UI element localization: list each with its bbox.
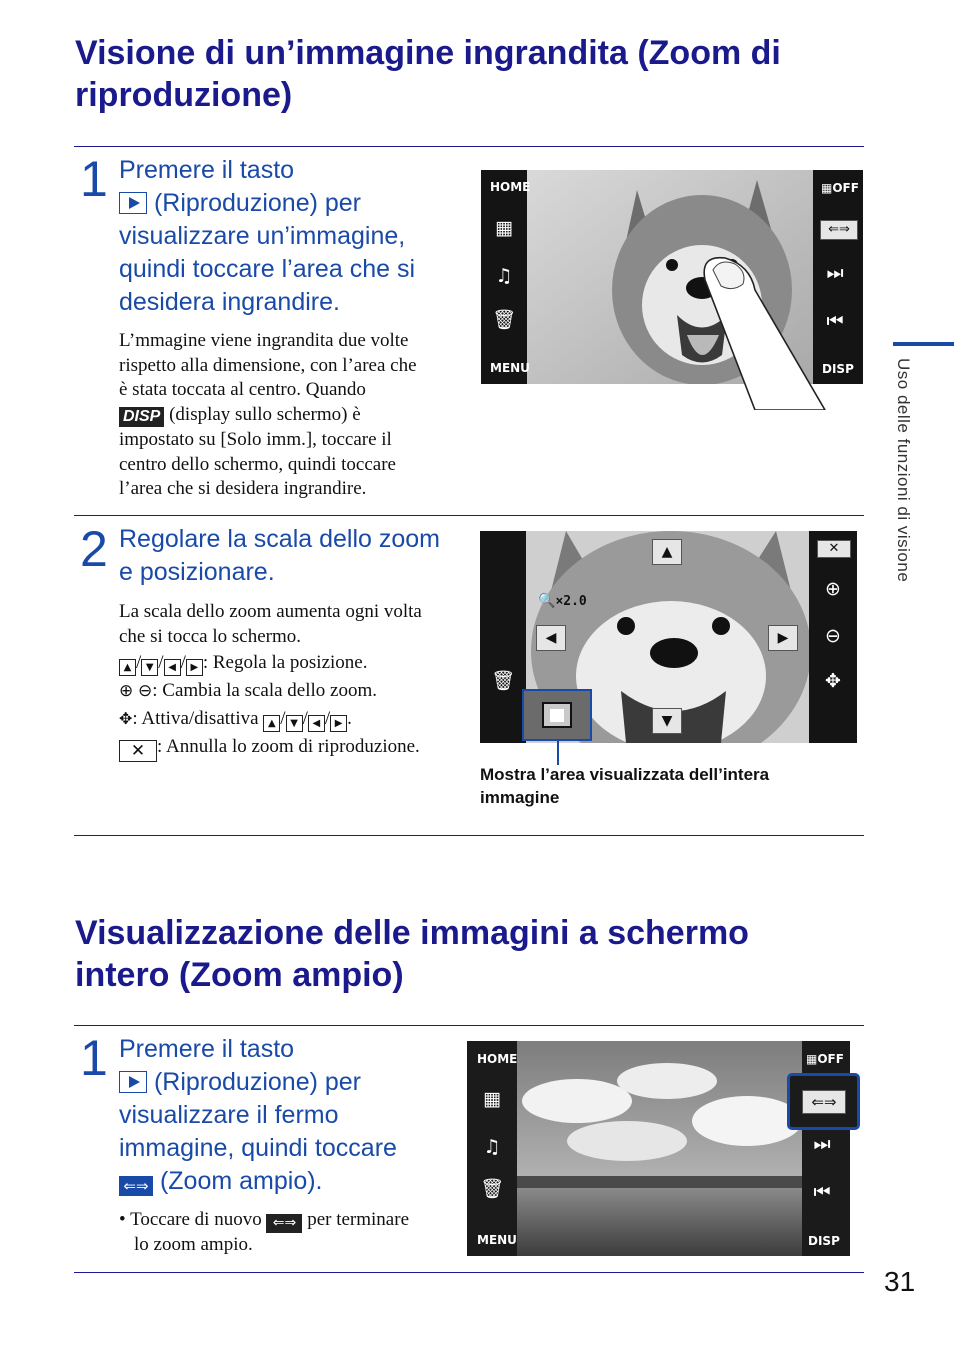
rule <box>74 835 864 836</box>
step2-title: Regolare la scala dello zoom e posizionare. <box>119 525 441 586</box>
camera-screen-zoom <box>480 531 857 743</box>
right-icon: ▶ <box>186 659 203 676</box>
section1-title <box>75 32 781 116</box>
close-icon: ✕ <box>119 740 157 762</box>
slideshow-music-icon[interactable]: ♫ <box>483 1136 501 1158</box>
wide-step1-title: Premere il tasto (Riproduzione) per visualizzare il fermo immagine, quindi toccare ⇐⇒ (Zoom ampio). <box>119 1035 397 1195</box>
overview-frame <box>542 702 572 728</box>
finger-illustration <box>695 250 835 410</box>
step1-body: L’mmagine viene ingrandita due volte rispetto alla dimensione, con l’area che è stata toccata al centro. Quando DISP (display sullo schermo) è impostato su [Solo imm.], toccare il centro dello schermo, quindi toccare l’area che si desidera ingrandire. <box>119 330 417 500</box>
landscape-svg <box>517 1041 802 1256</box>
wide-zoom-icon: ⇐⇒ <box>266 1214 302 1233</box>
rule <box>74 515 864 516</box>
section1-title-line2: riproduzione) <box>75 76 293 114</box>
pan-right-button[interactable]: ▶ <box>768 625 798 651</box>
move-toggle-icon[interactable]: ✥ <box>825 670 841 692</box>
trash-icon[interactable]: 🗑 <box>491 309 517 331</box>
zoom-out-icon: ⊖ <box>138 680 153 701</box>
wide-step1-body: • Toccare di nuovo ⇐⇒ per terminare lo zoom ampio. <box>119 1209 410 1255</box>
step-number: 1 <box>80 151 108 207</box>
index-off-button[interactable]: ▦OFF <box>806 1052 844 1066</box>
rule <box>74 1272 864 1273</box>
menu-button[interactable]: MENU <box>490 361 530 375</box>
step-number: 1 <box>80 1030 108 1086</box>
disp-icon: DISP <box>119 407 164 427</box>
zoom-in-icon: ⊕ <box>119 680 134 701</box>
rule <box>74 146 864 147</box>
next-icon[interactable]: ⏭ <box>826 262 844 284</box>
overview-caption: Mostra l’area visualizzata dell’intera immagine <box>480 765 770 807</box>
step2-body: La scala dello zoom aumenta ogni volta che si tocca lo schermo. ▲ / ▼ / ◀ / ▶ : Regola la posizione. ⊕ ⊖: Cambia la scala dello zoom. ✥: Attiva/disattiva ▲ / ▼ / ◀ / ▶ . ✕ : Annulla lo zoom di riproduzione. <box>119 601 422 761</box>
index-icon[interactable]: ▦ <box>495 217 513 239</box>
landscape-photo <box>517 1041 802 1256</box>
trash-icon[interactable]: 🗑 <box>490 670 516 692</box>
wide-zoom-button[interactable]: ⇐⇒ <box>820 220 858 240</box>
next-icon[interactable]: ⏭ <box>813 1133 831 1155</box>
home-button[interactable]: HOME <box>490 180 531 194</box>
down-icon: ▼ <box>286 715 303 732</box>
playback-icon <box>119 1071 147 1093</box>
disp-button[interactable]: DISP <box>822 362 854 376</box>
slideshow-music-icon[interactable]: ♫ <box>495 265 513 287</box>
previous-icon[interactable]: ⏮ <box>826 310 844 332</box>
section1-title-line1: Visione di un’immagine ingrandita (Zoom di <box>75 34 781 72</box>
disp-button[interactable]: DISP <box>808 1234 840 1248</box>
rule <box>74 1025 864 1026</box>
sidebar-tab <box>893 342 954 346</box>
cancel-zoom-button[interactable]: ✕ <box>817 540 851 558</box>
down-icon: ▼ <box>141 659 158 676</box>
step-number: 2 <box>80 521 108 577</box>
section2-title-line1: Visualizzazione delle immagini a schermo <box>75 914 749 952</box>
pan-up-button[interactable]: ▲ <box>652 539 682 565</box>
section2-title-line2: intero (Zoom ampio) <box>75 956 404 994</box>
caption-pointer-line <box>557 741 559 765</box>
overview-area-indicator <box>522 689 592 741</box>
home-button[interactable]: HOME <box>477 1052 518 1066</box>
left-toolbar <box>480 531 526 743</box>
up-icon: ▲ <box>119 659 136 676</box>
previous-icon[interactable]: ⏮ <box>813 1181 831 1203</box>
zoom-magnifier-icon: 🔍 <box>538 593 556 609</box>
left-icon: ◀ <box>164 659 181 676</box>
wide-zoom-button[interactable]: ⇐⇒ <box>802 1090 846 1114</box>
left-icon: ◀ <box>308 715 325 732</box>
trash-icon[interactable]: 🗑 <box>479 1178 505 1200</box>
index-off-button[interactable]: ▦OFF <box>821 181 859 195</box>
pan-down-button[interactable]: ▼ <box>652 708 682 734</box>
bullet: • <box>119 1209 126 1230</box>
menu-button[interactable]: MENU <box>477 1233 517 1247</box>
right-icon: ▶ <box>330 715 347 732</box>
wide-zoom-icon: ⇐⇒ <box>119 1176 153 1196</box>
playback-icon <box>119 192 147 214</box>
step1-title: Premere il tasto (Riproduzione) per visualizzare un’immagine, quindi toccare l’area che si desidera ingrandire. <box>119 156 415 316</box>
index-icon[interactable]: ▦ <box>483 1088 501 1110</box>
section2-title <box>75 912 749 996</box>
wide-zoom-highlight <box>787 1073 860 1130</box>
zoom-readout: 🔍×2.0 <box>538 593 587 609</box>
up-icon: ▲ <box>263 715 280 732</box>
pan-left-button[interactable]: ◀ <box>536 625 566 651</box>
zoom-in-icon[interactable]: ⊕ <box>825 578 841 600</box>
sidebar-label: Uso delle funzioni di visione <box>894 358 913 583</box>
move-toggle-icon: ✥ <box>119 709 133 729</box>
zoom-out-icon[interactable]: ⊖ <box>825 625 841 647</box>
page-number: 31 <box>884 1266 916 1297</box>
